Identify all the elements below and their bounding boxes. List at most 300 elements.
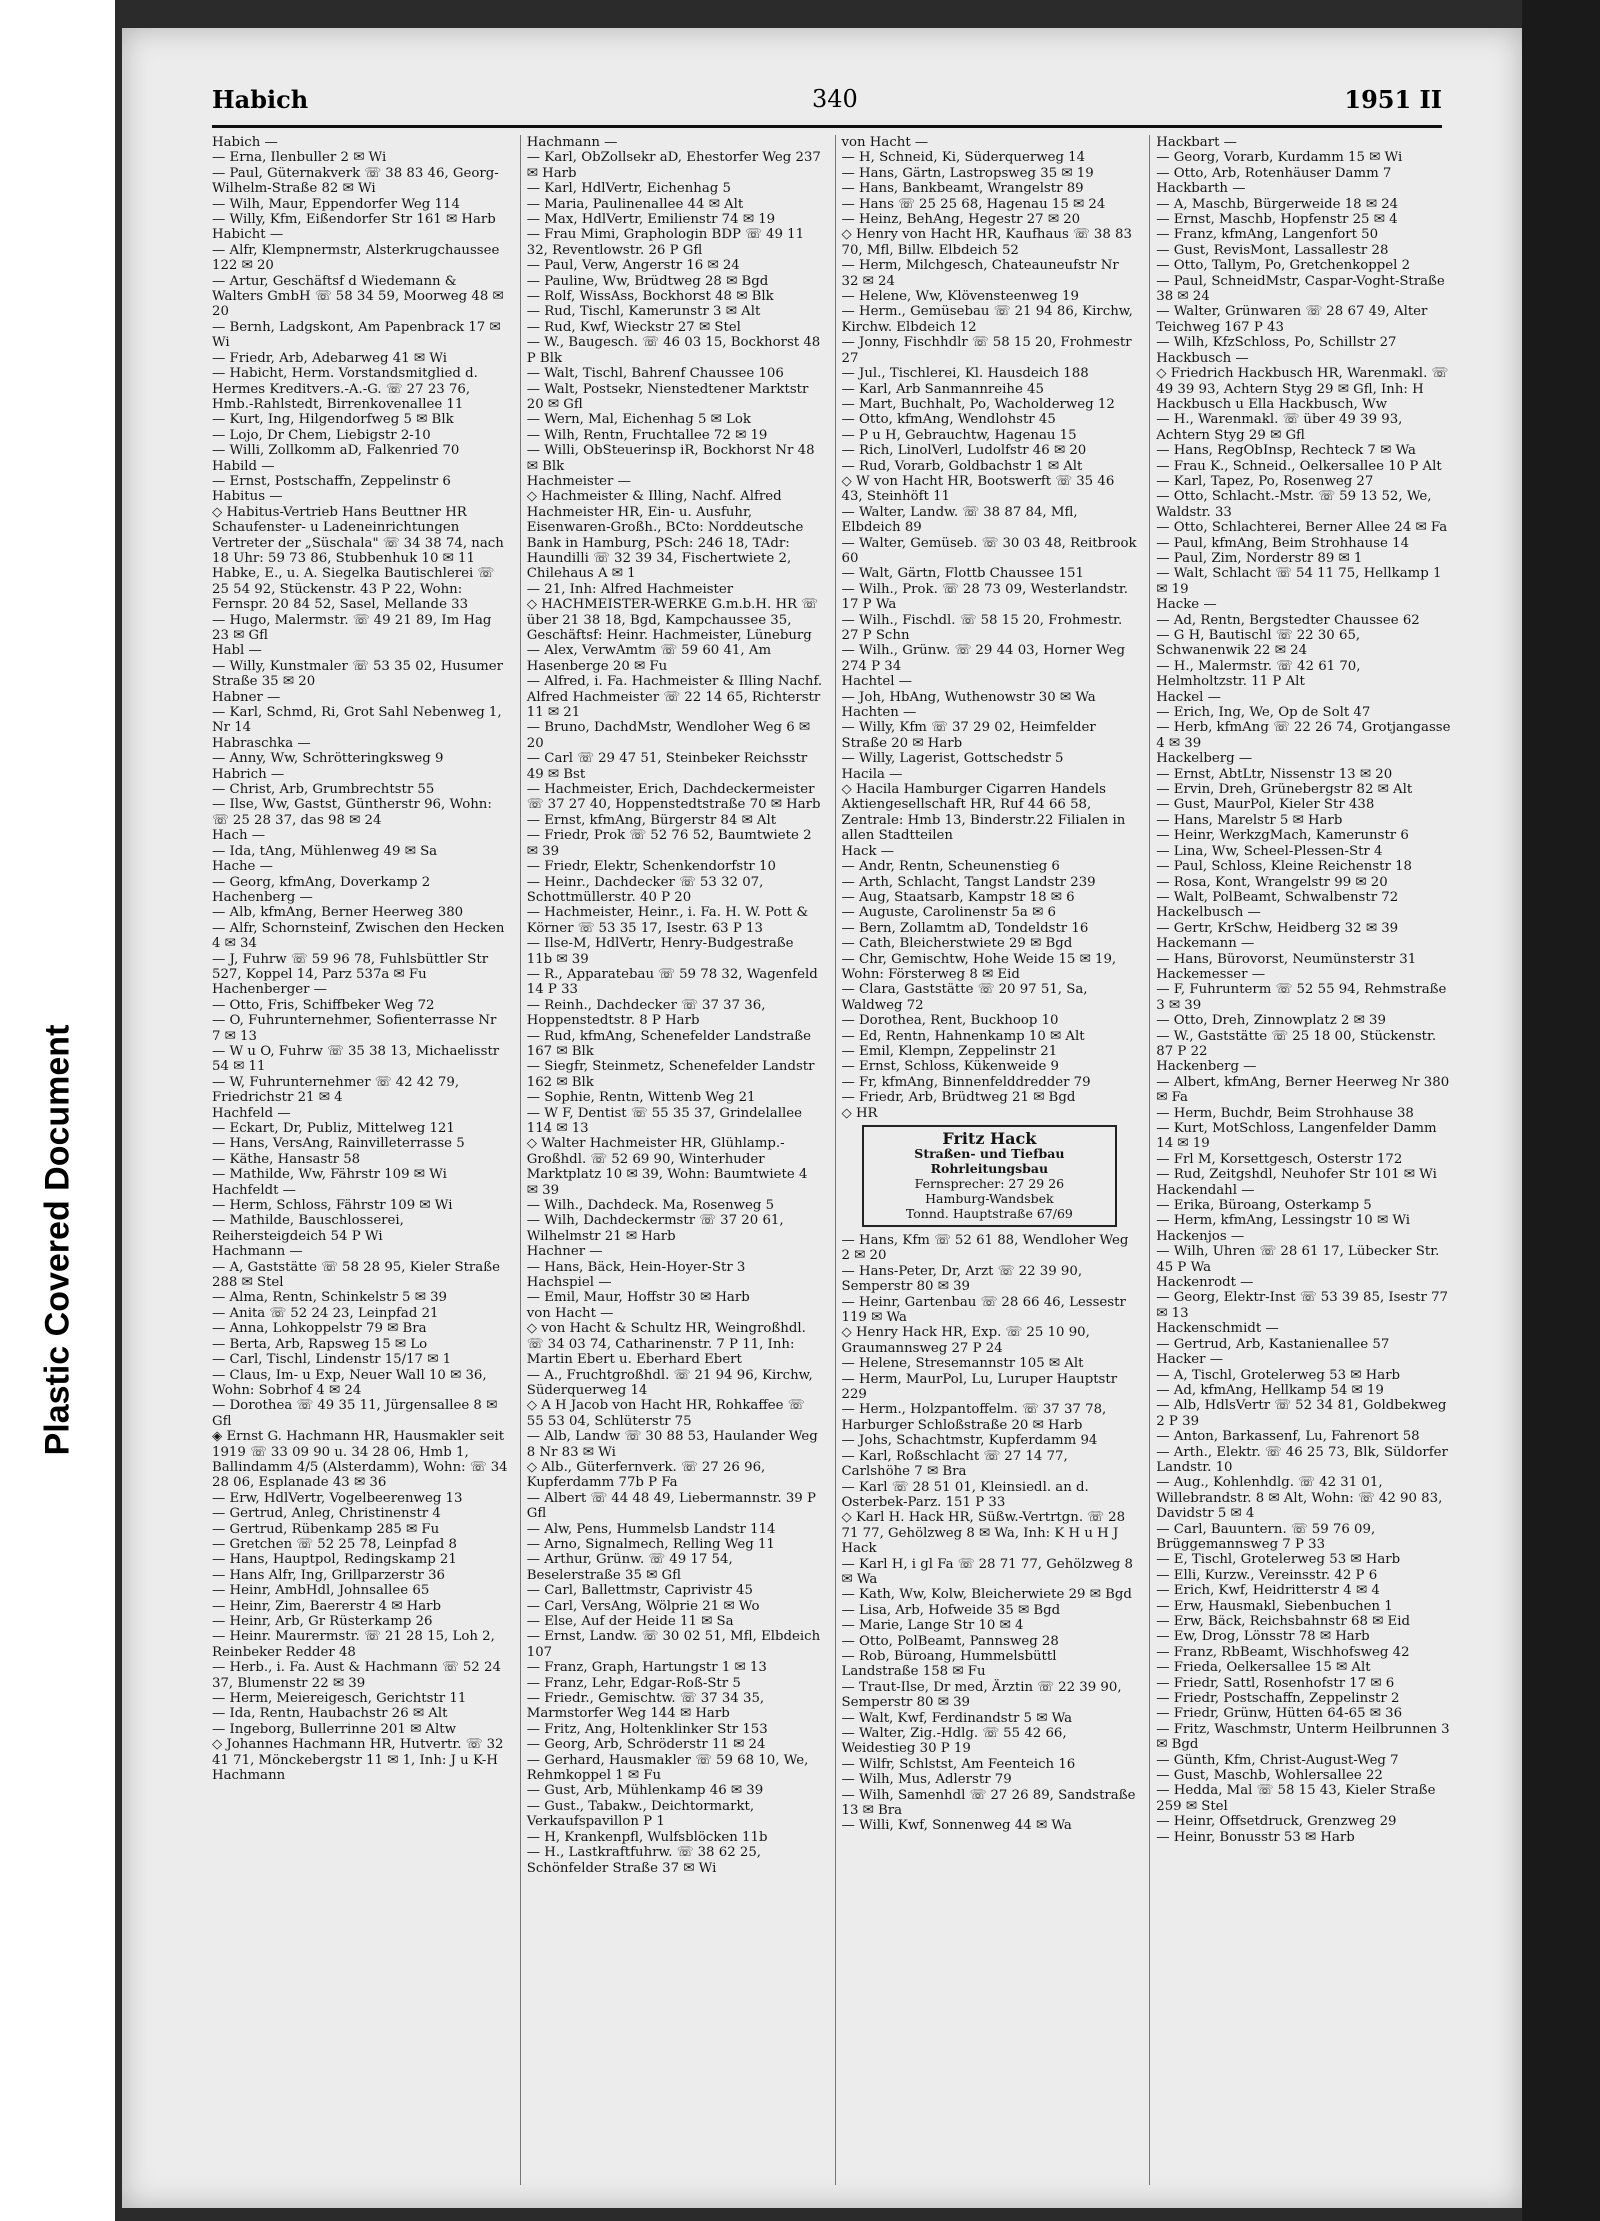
directory-entry: — Heinr, Bonusstr 53 ✉ Harb <box>1156 1829 1355 1845</box>
directory-entry: — Wilh, KfzSchloss, Po, Schillstr 27 <box>1156 335 1397 351</box>
surname-heading: Hack — <box>841 843 895 859</box>
directory-entry: ◇ HACHMEISTER-WERKE G.m.b.H. HR ☏ über 21 38 18, Bgd, Kampchaussee 35, Geschäftsf: Heinr. Hachmeister, Lüneburg <box>526 597 818 643</box>
directory-entry: — Willy, Kfm ☏ 37 29 02, Heimfelder Straße 20 ✉ Harb <box>841 720 1096 751</box>
directory-entry: — Georg, Vorarb, Kurdamm 15 ✉ Wi <box>1156 150 1403 166</box>
directory-entry: — Alb, kfmAng, Berner Heerweg 380 <box>212 905 464 921</box>
directory-entry: — Alma, Rentn, Schinkelstr 5 ✉ 39 <box>212 1290 448 1306</box>
directory-entry: — Karl, Roßschlacht ☏ 27 14 77, Carlshöhe 7 ✉ Bra <box>841 1448 1068 1480</box>
ad-city: Hamburg-Wandsbek <box>925 1191 1054 1206</box>
directory-entry: — Friedr., Gemischtw. ☏ 37 34 35, Marmstorfer Weg 144 ✉ Harb <box>526 1691 765 1722</box>
directory-entry: ◇ Walter Hachmeister HR, Glühlamp.-Großhdl. ☏ 52 69 90, Winterhuder Marktplatz 10 ✉ 39, Wohn: Baumtwiete 4 ✉ 39 <box>526 1136 808 1198</box>
directory-entry: — Hans, Bankbeamt, Wrangelstr 89 <box>841 181 1084 197</box>
directory-entry: — Kurt, Ing, Hilgendorfweg 5 ✉ Blk <box>212 412 454 428</box>
directory-entry: ◇ Hacila Hamburger Cigarren Handels Aktiengesellschaft HR, Ruf 44 66 58, Zentrale: Hmb 13, Binderstr.22 Filialen in allen Stadtteilen <box>841 782 1126 844</box>
surname-heading: Habitus — <box>212 489 283 505</box>
directory-entry: — Eckart, Dr, Publiz, Mittelweg 121 <box>212 1121 455 1136</box>
directory-entry: — Herm, Milchgesch, Chateauneufstr Nr 32 ✉ 24 <box>841 258 1119 289</box>
directory-entry: — Rob, Büroang, Hummelsbüttl Landstraße 158 ✉ Fu <box>841 1648 1057 1680</box>
directory-entry: — Wilh., Fischdl. ☏ 58 15 20, Frohmestr. 27 P Schn <box>841 612 1123 643</box>
ad-address: Tonnd. Hauptstraße 67/69 <box>905 1206 1073 1221</box>
directory-entry: — Frl M, Korsettgesch, Osterstr 172 <box>1156 1151 1403 1167</box>
directory-entry: — Herm., Gemüsebau ☏ 21 94 86, Kirchw, Kirchw. Elbdeich 12 <box>841 304 1133 335</box>
directory-entry: — Frieda, Oelkersallee 15 ✉ Alt <box>1156 1660 1371 1676</box>
directory-entry: — Wilh., Prok. ☏ 28 73 09, Westerlandstr. 17 P Wa <box>841 581 1128 613</box>
directory-entry: — Clara, Gaststätte ☏ 20 97 51, Sa, Waldweg 72 <box>841 982 1088 1013</box>
directory-entry: — Hedda, Mal ☏ 58 15 43, Kieler Straße 259 ✉ Stel <box>1156 1783 1436 1814</box>
directory-entry: — Rosa, Kont, Wrangelstr 99 ✉ 20 <box>1156 874 1388 890</box>
directory-entry: — A, Maschb, Bürgerweide 18 ✉ 24 <box>1156 196 1399 212</box>
scan-edge-shadow <box>1522 0 1600 2221</box>
directory-entry: — Georg, kfmAng, Doverkamp 2 <box>212 874 431 890</box>
directory-entry: — Erw, HdlVertr, Vogelbeerenweg 13 <box>212 1490 463 1506</box>
directory-entry: — Kurt, MotSchloss, Langenfelder Damm 14 ✉ 19 <box>1156 1121 1437 1152</box>
directory-entry: — Herb, kfmAng ☏ 22 26 74, Grotjangasse 4 ✉ 39 <box>1156 720 1451 751</box>
directory-entry: — Franz, RbBeamt, Wischhofsweg 42 <box>1156 1644 1410 1660</box>
directory-entry: — Georg, Arb, Schröderstr 11 ✉ 24 <box>526 1737 766 1753</box>
directory-entry: — E, Tischl, Grotelerweg 53 ✉ Harb <box>1156 1552 1401 1568</box>
directory-entry: — Dorothea, Rent, Buckhoop 10 <box>841 1013 1059 1029</box>
directory-entry: — Hugo, Malermstr. ☏ 49 21 89, Im Hag 23 ✉ Gfl <box>212 612 492 643</box>
directory-entry: — Heinr, WerkzgMach, Kamerunstr 6 <box>1156 828 1409 844</box>
surname-heading: Hackelberg — <box>1156 751 1253 767</box>
directory-entry: — Rud, Kwf, Wieckstr 27 ✉ Stel <box>526 319 741 335</box>
directory-entry: — Walt, Postsekr, Nienstedtener Marktstr 20 ✉ Gfl <box>526 381 809 412</box>
directory-entry: — Gerhard, Hausmakler ☏ 59 68 10, We, Rehmkoppel 1 ✉ Fu <box>526 1752 809 1784</box>
directory-entry: — Carl, Ballettmstr, Caprivistr 45 <box>526 1583 753 1599</box>
surname-heading: Habl — <box>212 643 262 659</box>
page-header <box>212 83 1442 128</box>
directory-entry: — Herb., i. Fa. Aust & Hachmann ☏ 52 24 37, Blumenstr 22 ✉ 39 <box>212 1660 501 1691</box>
surname-heading: Hackenjos — <box>1156 1228 1245 1244</box>
directory-entry: — Friedr, Postschaffn, Zeppelinstr 2 <box>1156 1691 1400 1707</box>
directory-entry: ◇ Friedrich Hackbusch HR, Warenmakl. ☏ 49 39 93, Achtern Styg 29 ✉ Gfl, Inh: H Hackbusch u Ella Hackbusch, Ww <box>1156 366 1449 412</box>
directory-entry: — Herm., Holzpantoffelm. ☏ 37 37 78, Harburger Schloßstraße 20 ✉ Harb <box>841 1402 1107 1433</box>
directory-entry: — Artur, Geschäftsf d Wiedemann & Walters GmbH ☏ 58 34 59, Moorweg 48 ✉ 20 <box>212 273 504 320</box>
directory-entry: — Walter, Landw. ☏ 38 87 84, Mfl, Elbdeich 89 <box>841 504 1078 536</box>
surname-heading: Hach — <box>212 828 266 844</box>
directory-entry: — Willi, Kwf, Sonnenweg 44 ✉ Wa <box>841 1818 1072 1834</box>
directory-entry: — Willi, Zollkomm aD, Falkenried 70 <box>212 443 460 459</box>
directory-entry: — Otto, Schlachterei, Berner Allee 24 ✉ Fa <box>1156 520 1448 536</box>
directory-entry: — Willy, Kfm, Eißendorfer Str 161 ✉ Harb <box>212 212 496 228</box>
directory-entry: — Cath, Bleicherstwiete 29 ✉ Bgd <box>841 936 1073 952</box>
directory-entry: — Friedr, Sattl, Rosenhofstr 17 ✉ 6 <box>1156 1675 1395 1691</box>
directory-entry: — Ernst, AbtLtr, Nissenstr 13 ✉ 20 <box>1156 766 1393 782</box>
directory-entry: — Ida, Rentn, Haubachstr 26 ✉ Alt <box>212 1706 448 1722</box>
directory-entry: — Karl, Tapez, Po, Rosenweg 27 <box>1156 473 1374 489</box>
directory-entry: — Käthe, Hansastr 58 <box>212 1151 361 1167</box>
directory-entry: — Friedr, Grünw, Hütten 64-65 ✉ 36 <box>1156 1706 1403 1722</box>
directory-entry: — Erich, Kwf, Heidritterstr 4 ✉ 4 <box>1156 1583 1380 1599</box>
directory-entry: — Emil, Klempn, Zeppelinstr 21 <box>841 1043 1058 1059</box>
directory-entry: — Hans, Kfm ☏ 52 61 88, Wendloher Weg 2 ✉ 20 <box>841 1233 1129 1264</box>
directory-entry: — Hans, Bäck, Hein-Hoyer-Str 3 <box>526 1259 746 1275</box>
directory-entry: — Hans, Hauptpol, Redingskamp 21 <box>212 1552 457 1568</box>
directory-entry: — Gretchen ☏ 52 25 78, Leinpfad 8 <box>212 1536 457 1552</box>
surname-heading: Hacker — <box>1156 1352 1224 1368</box>
directory-entry: — Otto, Tallym, Po, Gretchenkoppel 2 <box>1156 258 1411 274</box>
directory-entry: — Carl, VersAng, Wölprie 21 ✉ Wo <box>526 1598 760 1614</box>
directory-entry: — Herm, Buchdr, Beim Strohhause 38 <box>1156 1105 1414 1121</box>
directory-entry: — Gust., Tabakw., Deichtormarkt, Verkaufspavillon P 1 <box>526 1798 755 1830</box>
directory-entry: — Pauline, Ww, Brüdtweg 28 ✉ Bgd <box>526 273 769 289</box>
directory-entry: — Sophie, Rentn, Wittenb Weg 21 <box>526 1090 756 1106</box>
directory-entry: — Karl, HdlVertr, Eichenhag 5 <box>526 181 731 197</box>
directory-entry: — Elli, Kurzw., Vereinsstr. 42 P 6 <box>1156 1567 1378 1583</box>
directory-entry: — Alex, VerwAmtm ☏ 59 60 41, Am Hasenberge 20 ✉ Fu <box>526 643 772 674</box>
surname-heading: von Hacht — <box>526 1305 614 1321</box>
directory-entry: — Franz, Lehr, Edgar-Roß-Str 5 <box>526 1675 741 1691</box>
side-label-panel <box>0 0 115 2221</box>
directory-entry: — Helene, Ww, Klövensteenweg 19 <box>841 289 1079 305</box>
directory-entry: — Ew, Drog, Lönsstr 78 ✉ Harb <box>1156 1629 1370 1645</box>
surname-heading: Hackbart — <box>1156 135 1237 150</box>
directory-entry: — Otto, Arb, Rotenhäuser Damm 7 <box>1156 165 1392 181</box>
directory-entry: — Aug, Staatsarb, Kampstr 18 ✉ 6 <box>841 889 1075 905</box>
directory-entry: — Gertrud, Anleg, Christinenstr 4 <box>212 1506 441 1522</box>
directory-entry: — Hachmeister, Erich, Dachdeckermeister ☏ 37 27 40, Hoppenstedtstraße 70 ✉ Harb <box>526 782 821 813</box>
directory-entry: — Otto, PolBeamt, Pannsweg 28 <box>841 1633 1059 1649</box>
directory-entry: — Friedr, Elektr, Schenkendorfstr 10 <box>526 859 776 875</box>
directory-entry: — Traut-Ilse, Dr med, Ärztin ☏ 22 39 90, Semperstr 80 ✉ 39 <box>841 1679 1122 1711</box>
directory-entry: — Arth., Elektr. ☏ 46 25 73, Blk, Süldorfer Landstr. 10 <box>1156 1444 1448 1475</box>
surname-heading: von Hacht — <box>841 135 929 150</box>
surname-heading: Habild — <box>212 458 275 474</box>
directory-entry: — Paul, Schloss, Kleine Reichenstr 18 <box>1156 859 1413 875</box>
directory-entry: — Ernst, Postschaffn, Zeppelinstr 6 <box>212 473 451 489</box>
directory-entry: — Rich, LinolVerl, Ludolfstr 46 ✉ 20 <box>841 443 1087 459</box>
directory-entry: — Walt, Kwf, Ferdinandstr 5 ✉ Wa <box>841 1710 1073 1726</box>
directory-entry: — O, Fuhrunternehmer, Sofienterrasse Nr 7 ✉ 13 <box>212 1013 497 1044</box>
directory-entry: — Walter, Grünwaren ☏ 28 67 49, Alter Teichweg 167 P 43 <box>1156 304 1428 335</box>
directory-entry: — Wilh, Samenhdl ☏ 27 26 89, Sandstraße 13 ✉ Bra <box>841 1787 1136 1819</box>
directory-entry: — Maria, Paulinenallee 44 ✉ Alt <box>526 196 744 212</box>
directory-entry: — Ernst, Maschb, Hopfenstr 25 ✉ 4 <box>1156 212 1398 228</box>
directory-entry: — Reinh., Dachdecker ☏ 37 37 36, Hoppenstedtstr. 8 P Harb <box>526 997 766 1029</box>
directory-entry: — Willi, ObSteuerinsp iR, Bockhorst Nr 48 ✉ Blk <box>526 443 815 474</box>
column-3 <box>835 135 1138 2185</box>
surname-heading: Hackenrodt — <box>1156 1275 1254 1291</box>
directory-entry: — Chr, Gemischtw, Hohe Weide 15 ✉ 19, Wohn: Försterweg 8 ✉ Eid <box>841 951 1117 982</box>
directory-entry: — Friedr, Arb, Adebarweg 41 ✉ Wi <box>212 350 447 366</box>
directory-entry: — Max, HdlVertr, Emilienstr 74 ✉ 19 <box>526 212 776 228</box>
directory-entry: ◇ Johannes Hachmann HR, Hutvertr. ☏ 32 41 71, Mönckebergstr 11 ✉ 1, Inh: J u K-H Hachmann <box>212 1737 504 1784</box>
directory-entry: — Gust, MaurPol, Kieler Str 438 <box>1156 797 1375 813</box>
directory-entry: — P u H, Gebrauchtw, Hagenau 15 <box>841 427 1077 443</box>
directory-entry: — Erw, Hausmakl, Siebenbuchen 1 <box>1156 1598 1393 1614</box>
directory-entry: — Wilfr, Schlstst, Am Feenteich 16 <box>841 1756 1076 1772</box>
directory-entry: — Frau K., Schneid., Oelkersallee 10 P Alt <box>1156 458 1442 474</box>
directory-entry: ◇ Henry von Hacht HR, Kaufhaus ☏ 38 83 70, Mfl, Billw. Elbdeich 52 <box>841 227 1132 258</box>
directory-entry: — Walter, Gemüseb. ☏ 30 03 48, Reitbrook 60 <box>841 535 1137 566</box>
directory-entry: — Lina, Ww, Scheel-Plessen-Str 4 <box>1156 843 1383 859</box>
directory-entry: — Walt, PolBeamt, Schwalbenstr 72 <box>1156 889 1399 905</box>
directory-entry: — G H, Bautischl ☏ 22 30 65, Schwanenwik 22 ✉ 24 <box>1156 628 1361 659</box>
directory-entry: — Rud, Tischl, Kamerunstr 3 ✉ Alt <box>526 304 761 320</box>
surname-heading: Hackbarth — <box>1156 181 1246 197</box>
directory-entry: — W u O, Fuhrw ☏ 35 38 13, Michaelisstr 54 ✉ 11 <box>212 1043 500 1075</box>
directory-entry: — Heinr, Gartenbau ☏ 28 66 46, Lessestr 119 ✉ Wa <box>841 1294 1126 1326</box>
directory-entry: — Otto, Schlacht.-Mstr. ☏ 59 13 52, We, Waldstr. 33 <box>1156 489 1432 520</box>
column-2 <box>520 135 823 2185</box>
directory-page <box>122 28 1522 2208</box>
directory-entry: — Heinr., Dachdecker ☏ 53 32 07, Schottmüllerstr. 40 P 20 <box>526 874 764 905</box>
directory-entry: — Albert, kfmAng, Berner Heerweg Nr 380 ✉ Fa <box>1156 1074 1450 1106</box>
directory-entry: — Alfr, Klempnermstr, Alsterkrugchaussee 122 ✉ 20 <box>212 242 500 274</box>
surname-heading: Hachten — <box>841 705 917 721</box>
directory-entry: — Otto, Fris, Schiffbeker Weg 72 <box>212 997 435 1013</box>
surname-heading: Hackbusch — <box>1156 350 1249 366</box>
directory-entry: — Ed, Rentn, Hahnenkamp 10 ✉ Alt <box>841 1028 1085 1044</box>
advertisement-box <box>862 1125 1118 1227</box>
surname-heading: Hachfeld — <box>212 1105 291 1121</box>
surname-heading: Habraschka — <box>212 735 311 751</box>
directory-entry: — Willy, Kunstmaler ☏ 53 35 02, Husumer Straße 35 ✉ 20 <box>212 658 503 690</box>
directory-entry: — Gertrud, Arb, Kastanienallee 57 <box>1156 1336 1390 1352</box>
directory-entry: — Wern, Mal, Eichenhag 5 ✉ Lok <box>526 412 751 428</box>
surname-heading: Hackemesser — <box>1156 966 1266 982</box>
directory-entry: — H., Malermstr. ☏ 42 61 70, Helmholtzstr. 11 P Alt <box>1156 658 1361 690</box>
directory-entry: — Otto, Dreh, Zinnowplatz 2 ✉ 39 <box>1156 1013 1386 1029</box>
directory-entry: — Willy, Lagerist, Gottschedstr 5 <box>841 751 1064 767</box>
ad-line2: Rohrleitungsbau <box>930 1161 1049 1176</box>
surname-heading: Hachner — <box>526 1244 603 1260</box>
surname-heading: Habicht — <box>212 227 284 243</box>
directory-entry: — Rud, kfmAng, Schenefelder Landstraße 167 ✉ Blk <box>526 1028 811 1059</box>
directory-entry: — Paul, Güternakverk ☏ 38 83 46, Georg-Wilhelm-Straße 82 ✉ Wi <box>212 165 499 197</box>
directory-entry: — Heinr, Offsetdruck, Grenzweg 29 <box>1156 1814 1397 1830</box>
directory-entry: — Mathilde, Bauschlosserei, Reihersteigdeich 54 P Wi <box>212 1213 404 1244</box>
directory-entry: — Herm, Meiereigesch, Gerichtstr 11 <box>212 1691 467 1707</box>
directory-entry: — Habicht, Herm. Vorstandsmitglied d. Hermes Kreditvers.-A.-G. ☏ 27 23 76, Hmb.-Rahlstedt, Birrenkovenallee 11 <box>212 366 478 412</box>
directory-entry: — Walt, Tischl, Bahrenf Chaussee 106 <box>526 366 784 382</box>
directory-entry: — Arthur, Grünw. ☏ 49 17 54, Beselerstraße 35 ✉ Gfl <box>526 1552 733 1583</box>
directory-entry: — Wilh, Dachdeckermstr ☏ 37 20 61, Wilhelmstr 21 ✉ Harb <box>526 1213 784 1244</box>
directory-entry: — Karl, ObZollsekr aD, Ehestorfer Weg 237 ✉ Harb <box>526 150 821 181</box>
directory-entry: — Erika, Büroang, Osterkamp 5 <box>1156 1198 1372 1214</box>
surname-heading: Habich — <box>212 135 278 150</box>
directory-entry: — Andr, Rentn, Scheunenstieg 6 <box>841 859 1060 875</box>
surname-heading: Habrich — <box>212 766 285 782</box>
directory-entry: — Hans Alfr, Ing, Grillparzerstr 36 <box>212 1567 446 1583</box>
directory-entry: — Heinr, Arb, Gr Rüsterkamp 26 <box>212 1614 433 1629</box>
directory-entry: — Mathilde, Ww, Fährstr 109 ✉ Wi <box>212 1167 447 1183</box>
surname-heading: Habner — <box>212 689 281 705</box>
plastic-covered-label: Plastic Covered Document <box>38 1024 77 1456</box>
directory-entry: — Alfred, i. Fa. Hachmeister & Illing Nachf. Alfred Hachmeister ☏ 22 14 65, Richterstr 11 ✉ 21 <box>526 674 823 721</box>
directory-entry: — Ida, tAng, Mühlenweg 49 ✉ Sa <box>212 843 438 859</box>
directory-entry: — Ernst, Schloss, Kükenweide 9 <box>841 1059 1060 1075</box>
directory-entry: — Else, Auf der Heide 11 ✉ Sa <box>526 1614 734 1629</box>
surname-heading: Hachenberg — <box>212 889 313 905</box>
surname-heading: Hachspiel — <box>526 1275 612 1291</box>
directory-entry: — H., Lastkraftfuhrw. ☏ 38 62 25, Schönfelder Straße 37 ✉ Wi <box>526 1845 762 1876</box>
directory-entry: — Erw, Bäck, Reichsbahnstr 68 ✉ Eid <box>1156 1614 1411 1629</box>
directory-entry: — Marie, Lange Str 10 ✉ 4 <box>841 1618 1024 1634</box>
surname-heading: Hachmann — <box>212 1244 303 1260</box>
directory-entry: — J, Fuhrw ☏ 59 96 78, Fuhlsbüttler Str 527, Koppel 14, Parz 537a ✉ Fu <box>212 951 489 982</box>
surname-heading: Hachmann — <box>526 135 618 150</box>
directory-entry: — Friedr, Prok ☏ 52 76 52, Baumtwiete 2 ✉ 39 <box>526 828 812 859</box>
directory-entry: — Hans, Bürovorst, Neumünsterstr 31 <box>1156 951 1417 967</box>
directory-entry: — A, Gaststätte ☏ 58 28 95, Kieler Straße 288 ✉ Stel <box>212 1259 500 1291</box>
directory-entry: — Helene, Stresemannstr 105 ✉ Alt <box>841 1356 1084 1372</box>
directory-entry: — Hans, Gärtn, Lastropsweg 35 ✉ 19 <box>841 165 1094 181</box>
directory-entry: — Alfr, Schornsteinf, Zwischen den Hecken 4 ✉ 34 <box>212 920 505 952</box>
directory-entry: — Karl ☏ 28 51 01, Kleinsiedl. an d. Osterbek-Parz. 151 P 33 <box>841 1479 1089 1510</box>
directory-entry: — Alb, HdlsVertr ☏ 52 34 81, Goldbekweg 2 P 39 <box>1156 1398 1447 1429</box>
directory-entry: — Auguste, Carolinenstr 5a ✉ 6 <box>841 905 1056 921</box>
surname-heading: Hackel — <box>1156 689 1221 705</box>
directory-entry: — Paul, Zim, Norderstr 89 ✉ 1 <box>1156 550 1363 566</box>
directory-entry: — W., Gaststätte ☏ 25 18 00, Stückenstr. 87 P 22 <box>1156 1028 1437 1059</box>
directory-entry: — Karl, Schmd, Ri, Grot Sahl Nebenweg 1, Nr 14 <box>212 705 502 736</box>
directory-entry: — Rud, Zeitgshdl, Neuhofer Str 101 ✉ Wi <box>1156 1167 1437 1183</box>
directory-entry: — H, Krankenpfl, Wulfsblöcken 11b <box>526 1829 768 1845</box>
directory-entry: — Ad, Rentn, Bergstedter Chaussee 62 <box>1156 612 1420 628</box>
surname-heading: Hacila — <box>841 766 903 782</box>
directory-entry: — Carl, Tischl, Lindenstr 15/17 ✉ 1 <box>212 1352 452 1368</box>
directory-entry: — Lojo, Dr Chem, Liebigstr 2-10 <box>212 427 431 443</box>
directory-entry: — Alb, Landw ☏ 30 88 53, Haulander Weg 8 Nr 83 ✉ Wi <box>526 1429 818 1460</box>
directory-entry: — Mart, Buchhalt, Po, Wacholderweg 12 <box>841 396 1115 412</box>
ad-line1: Straßen- und Tiefbau <box>914 1146 1065 1161</box>
directory-entry: — Herm, kfmAng, Lessingstr 10 ✉ Wi <box>1156 1213 1411 1229</box>
directory-entry: — Wilh., Grünw. ☏ 29 44 03, Horner Weg 274 P 34 <box>841 643 1126 674</box>
directory-entry: — Lisa, Arb, Hofweide 35 ✉ Bgd <box>841 1602 1061 1618</box>
directory-entry: — Franz, Graph, Hartungstr 1 ✉ 13 <box>526 1660 767 1676</box>
column-4 <box>1149 135 1452 2185</box>
directory-entry: — Carl, Bauuntern. ☏ 59 76 09, Brüggemannsweg 7 P 33 <box>1156 1521 1376 1552</box>
directory-entry: — W, Fuhrunternehmer ☏ 42 42 79, Friedrichstr 21 ✉ 4 <box>212 1074 460 1106</box>
directory-entry: — Ernst, kfmAng, Bürgerstr 84 ✉ Alt <box>526 812 777 828</box>
surname-heading: Hachmeister — <box>526 473 631 489</box>
directory-entry: — Joh, HbAng, Wuthenowstr 30 ✉ Wa <box>841 689 1096 705</box>
directory-entry: — Ilse-M, HdlVertr, Henry-Budgestraße 11b ✉ 39 <box>526 936 794 967</box>
directory-entry: — Berta, Arb, Rapsweg 15 ✉ Lo <box>212 1336 428 1352</box>
directory-entry: — Fr, kfmAng, Binnenfelddredder 79 <box>841 1074 1091 1090</box>
directory-entry: — Hachmeister, Heinr., i. Fa. H. W. Pott & Körner ☏ 53 35 17, Isestr. 63 P 13 <box>526 905 809 936</box>
directory-entry: — Bernh, Ladgskont, Am Papenbrack 17 ✉ Wi <box>212 319 501 351</box>
surname-heading: Hachtel — <box>841 674 913 690</box>
directory-entry: — F, Fuhrunterm ☏ 52 55 94, Rehmstraße 3 ✉ 39 <box>1156 982 1447 1013</box>
directory-entry: ◇ Alb., Güterfernverk. ☏ 27 26 96, Kupferdamm 77b P Fa <box>526 1459 766 1491</box>
directory-entry: — Ingeborg, Bullerrinne 201 ✉ Altw <box>212 1721 457 1737</box>
surname-heading: Hackemann — <box>1156 936 1255 952</box>
directory-entry: — Gust, Arb, Mühlenkamp 46 ✉ 39 <box>526 1783 764 1799</box>
directory-entry: — Paul, kfmAng, Beim Strohhause 14 <box>1156 535 1410 551</box>
directory-entry: — Gust, Maschb, Wohlersallee 22 <box>1156 1768 1383 1784</box>
directory-entry: — Carl ☏ 29 47 51, Steinbeker Reichsstr 49 ✉ Bst <box>526 751 808 782</box>
directory-entry: — Otto, kfmAng, Wendlohstr 45 <box>841 412 1056 428</box>
directory-entry: — Christ, Arb, Grumbrechtstr 55 <box>212 782 435 798</box>
page-content <box>212 83 1492 2193</box>
directory-entry: — Anton, Barkassenf, Lu, Fahrenort 58 <box>1156 1429 1420 1445</box>
directory-entry: — Gertr, KrSchw, Heidberg 32 ✉ 39 <box>1156 920 1399 936</box>
directory-entry: — Arno, Signalmech, Relling Weg 11 <box>526 1536 775 1552</box>
directory-entry: — Wilh., Dachdeck. Ma, Rosenweg 5 <box>526 1198 775 1214</box>
directory-entry: — Erna, Ilenbuller 2 ✉ Wi <box>212 150 387 166</box>
directory-entry: — Heinz, BehAng, Hegestr 27 ✉ 20 <box>841 212 1081 228</box>
directory-entry: — Anna, Lohkoppelstr 79 ✉ Bra <box>212 1321 427 1337</box>
directory-entry: — Walt, Gärtn, Flottb Chaussee 151 <box>841 566 1084 582</box>
directory-entry: — Rud, Vorarb, Goldbachstr 1 ✉ Alt <box>841 458 1083 474</box>
directory-entry: — Walt, Schlacht ☏ 54 11 75, Hellkamp 1 ✉ 19 <box>1156 566 1442 597</box>
directory-entry: — Anny, Ww, Schrötteringksweg 9 <box>212 751 444 767</box>
column-1 <box>212 135 508 2185</box>
directory-entry: — H, Schneid, Ki, Süderquerweg 14 <box>841 150 1086 166</box>
directory-entry: — Walter, Zig.-Hdlg. ☏ 55 42 66, Weidestieg 30 P 19 <box>841 1726 1067 1757</box>
directory-entry: ◇ W von Hacht HR, Bootswerft ☏ 35 46 43, Steinhöft 11 <box>841 473 1115 505</box>
directory-entry: — Karl, Arb Sanmannreihe 45 <box>841 381 1044 397</box>
directory-entry: — Heinr. Maurermstr. ☏ 21 28 15, Loh 2, Reinbeker Redder 48 <box>212 1629 495 1660</box>
directory-entry: — W F, Dentist ☏ 55 35 37, Grindelallee 114 ✉ 13 <box>526 1105 802 1136</box>
columns <box>212 135 1452 2185</box>
directory-entry: — Gust, RevisMont, Lassallestr 28 <box>1156 242 1389 258</box>
directory-entry: — Friedr, Arb, Brüdtweg 21 ✉ Bgd <box>841 1090 1076 1106</box>
directory-entry: — Kath, Ww, Kolw, Bleicherwiete 29 ✉ Bgd <box>841 1587 1132 1603</box>
directory-entry: ◇ von Hacht & Schultz HR, Weingroßhdl. ☏ 34 03 74, Catharinenstr. 7 P 11, Inh: Martin Ebert u. Eberhard Ebert <box>526 1321 806 1368</box>
directory-entry: — Aug., Kohlenhdlg. ☏ 42 31 01, Willebrandstr. 8 ✉ Alt, Wohn: ☏ 42 90 83, Davidstr 5 ✉ 4 <box>1156 1475 1443 1522</box>
directory-entry: — Dorothea ☏ 49 35 11, Jürgensallee 8 ✉ Gfl <box>212 1398 498 1429</box>
directory-entry: — Siegfr, Steinmetz, Schenefelder Landstr 162 ✉ Blk <box>526 1059 815 1090</box>
surname-heading: Hackelbusch — <box>1156 905 1261 921</box>
surname-heading: Hachenberger — <box>212 982 327 998</box>
directory-entry: — Wilh, Uhren ☏ 28 61 17, Lübecker Str. 45 P Wa <box>1156 1244 1440 1275</box>
directory-entry: — Anita ☏ 52 24 23, Leinpfad 21 <box>212 1305 439 1321</box>
directory-entry: — Franz, kfmAng, Langenfort 50 <box>1156 227 1379 243</box>
directory-entry: ◇ HR <box>841 1105 878 1121</box>
directory-entry: — Fritz, Waschmstr, Unterm Heilbrunnen 3 ✉ Bgd <box>1156 1721 1450 1753</box>
directory-entry: — Paul, Verw, Angerstr 16 ✉ 24 <box>526 258 740 274</box>
directory-entry: — Ilse, Ww, Gastst, Güntherstr 96, Wohn: ☏ 25 28 37, das 98 ✉ 24 <box>212 797 492 828</box>
directory-entry: — Bruno, DachdMstr, Wendloher Weg 6 ✉ 20 <box>526 720 811 751</box>
directory-entry: — Hans, VersAng, Rainvilleterrasse 5 <box>212 1136 465 1152</box>
surname-heading: Hacke — <box>1156 597 1217 613</box>
surname-heading: Hache — <box>212 859 273 875</box>
directory-entry: — Johs, Schachtmstr, Kupferdamm 94 <box>841 1433 1098 1449</box>
directory-entry: — R., Apparatebau ☏ 59 78 32, Wagenfeld 14 P 33 <box>526 966 818 998</box>
directory-entry: — Alw, Pens, Hummelsb Landstr 114 <box>526 1521 776 1537</box>
directory-entry: — Hans ☏ 25 25 68, Hagenau 15 ✉ 24 <box>841 196 1106 212</box>
directory-entry: — A, Tischl, Grotelerweg 53 ✉ Harb <box>1156 1367 1401 1383</box>
directory-entry: — Hans, RegObInsp, Rechteck 7 ✉ Wa <box>1156 443 1416 459</box>
directory-entry: — Bern, Zollamtm aD, Tondeldstr 16 <box>841 920 1089 936</box>
directory-entry: — Rolf, WissAss, Bockhorst 48 ✉ Blk <box>526 289 774 305</box>
page-number: 340 <box>812 85 858 113</box>
header-name: Habich <box>212 85 309 114</box>
directory-entry: — Emil, Maur, Hoffstr 30 ✉ Harb <box>526 1290 750 1306</box>
directory-entry: — Hans, Marelstr 5 ✉ Harb <box>1156 812 1343 828</box>
directory-entry: — 21, Inh: Alfred Hachmeister <box>526 581 734 597</box>
directory-entry: Habke, E., u. A. Siegelka Bautischlerei ☏ 25 54 92, Stückenstr. 43 P 22, Wohn: Fernspr. 20 84 52, Sasel, Mellande 33 <box>212 566 495 613</box>
directory-entry: — Arth, Schlacht, Tangst Landstr 239 <box>841 874 1096 890</box>
directory-entry: — Ad, kfmAng, Hellkamp 54 ✉ 19 <box>1156 1382 1384 1398</box>
directory-entry: ◇ Karl H. Hack HR, Süßw.-Vertrtgn. ☏ 28 71 77, Gehölzweg 8 ✉ Wa, Inh: K H u H J Hack <box>841 1510 1126 1557</box>
surname-heading: Hackendahl — <box>1156 1182 1255 1198</box>
directory-entry: — Hans-Peter, Dr, Arzt ☏ 22 39 90, Semperstr 80 ✉ 39 <box>841 1263 1083 1295</box>
directory-entry: — Heinr, Zim, Baererstr 4 ✉ Harb <box>212 1598 442 1614</box>
directory-entry: — Frau Mimi, Graphologin BDP ☏ 49 11 32, Reventlowstr. 26 P Gfl <box>526 227 805 258</box>
directory-entry: — Jul., Tischlerei, Kl. Hausdeich 188 <box>841 366 1089 382</box>
surname-heading: Hachfeldt — <box>212 1182 296 1198</box>
directory-entry: — Wilh, Maur, Eppendorfer Weg 114 <box>212 196 460 212</box>
directory-entry: — Ervin, Dreh, Grünebergstr 82 ✉ Alt <box>1156 782 1413 798</box>
directory-entry: — A., Fruchtgroßhdl. ☏ 21 94 96, Kirchw, Süderquerweg 14 <box>526 1367 813 1398</box>
directory-entry: ◇ A H Jacob von Hacht HR, Rohkaffee ☏ 55 53 04, Schlüterstr 75 <box>526 1398 805 1429</box>
directory-entry: — Albert ☏ 44 48 49, Liebermannstr. 39 P Gfl <box>526 1490 816 1522</box>
directory-entry: — Wilh, Rentn, Fruchtallee 72 ✉ 19 <box>526 427 768 443</box>
